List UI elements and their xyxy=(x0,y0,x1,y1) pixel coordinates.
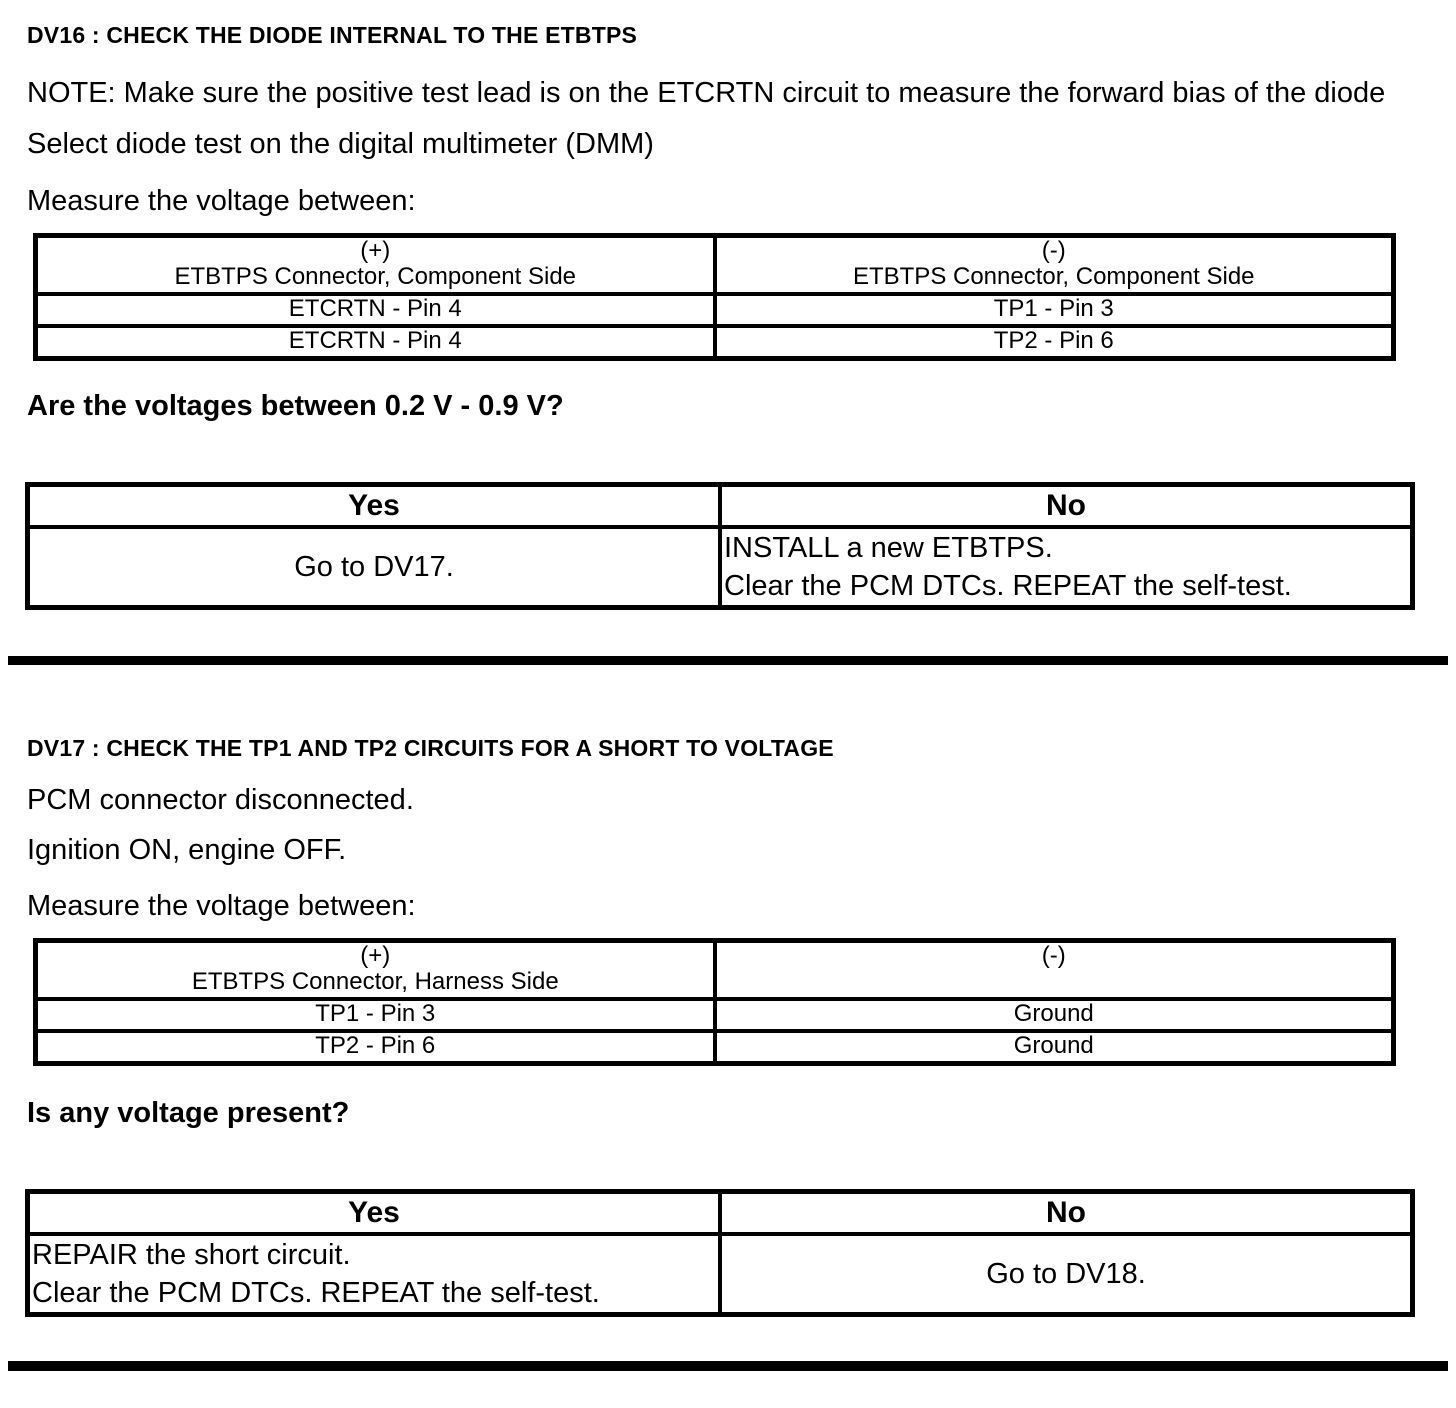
action-line: Go to DV18. xyxy=(986,1258,1146,1290)
table-row xyxy=(36,294,1394,326)
ground-cell: Ground xyxy=(715,999,1394,1031)
pin-cell: TP1 - Pin 3 xyxy=(36,999,715,1031)
action-line: Clear the PCM DTCs. REPEAT the self-test. xyxy=(32,1277,600,1309)
dv16-instruction-select-diode-test: Select diode test on the digital multimeter (DMM) xyxy=(27,128,654,160)
polarity-sign: (+) xyxy=(360,237,391,264)
decision-body-row xyxy=(28,1234,1413,1315)
negative-lead-header-cell xyxy=(715,941,1394,1000)
ground-cell: Ground xyxy=(715,1031,1394,1064)
decision-header-row xyxy=(28,485,1413,528)
dv16-heading: DV16 : CHECK THE DIODE INTERNAL TO THE ETBTPS xyxy=(27,22,638,48)
dv17-measurement-table xyxy=(33,938,1396,1066)
positive-lead-header-cell xyxy=(36,941,715,1000)
yes-header-cell: Yes xyxy=(28,1192,721,1235)
dv16-instruction-measure-voltage: Measure the voltage between: xyxy=(27,185,416,217)
section-dv17 xyxy=(27,735,1428,1317)
no-header-cell: No xyxy=(720,1192,1413,1235)
table-header-row xyxy=(36,236,1394,295)
table-row xyxy=(36,326,1394,359)
action-line: Clear the PCM DTCs. REPEAT the self-test. xyxy=(724,570,1292,602)
dv16-question: Are the voltages between 0.2 V - 0.9 V? xyxy=(27,390,564,422)
pin-cell: ETCRTN - Pin 4 xyxy=(36,326,715,359)
polarity-sign: (+) xyxy=(360,942,391,969)
table-row xyxy=(36,1031,1394,1064)
yes-header-cell: Yes xyxy=(28,485,721,528)
positive-lead-header-cell xyxy=(36,236,715,295)
dv17-instruction-pcm-disconnected: PCM connector disconnected. xyxy=(27,784,414,816)
dv16-measurement-table xyxy=(33,233,1396,361)
dv17-question: Is any voltage present? xyxy=(27,1097,350,1129)
decision-header-row xyxy=(28,1192,1413,1235)
dv17-heading: DV17 : CHECK THE TP1 AND TP2 CIRCUITS FOR A SHORT TO VOLTAGE xyxy=(27,735,834,761)
negative-lead-header-cell xyxy=(715,236,1394,295)
connector-label: ETBTPS Connector, Component Side xyxy=(852,263,1255,290)
dv16-note: NOTE: Make sure the positive test lead is on the ETCRTN circuit to measure the forward bias of the diode xyxy=(27,77,1386,109)
page-bottom-divider xyxy=(8,1361,1448,1371)
polarity-sign: (-) xyxy=(1041,942,1066,969)
pin-cell: TP2 - Pin 6 xyxy=(36,1031,715,1064)
section-divider xyxy=(8,656,1448,665)
table-header-row xyxy=(36,941,1394,1000)
polarity-sign: (-) xyxy=(1041,237,1066,264)
action-line: Go to DV17. xyxy=(294,551,454,583)
decision-body-row xyxy=(28,527,1413,608)
connector-label: ETBTPS Connector, Component Side xyxy=(174,263,577,290)
no-action-cell xyxy=(720,1234,1413,1315)
dv16-decision-table xyxy=(25,482,1415,610)
dv17-decision-table xyxy=(25,1189,1415,1317)
no-action-cell xyxy=(720,527,1413,608)
action-line: REPAIR the short circuit. xyxy=(32,1239,351,1271)
pin-cell: TP2 - Pin 6 xyxy=(715,326,1394,359)
no-header-cell: No xyxy=(720,485,1413,528)
yes-action-cell xyxy=(28,1234,721,1315)
action-line: INSTALL a new ETBTPS. xyxy=(724,532,1053,564)
connector-label: ETBTPS Connector, Harness Side xyxy=(191,968,559,995)
table-row xyxy=(36,999,1394,1031)
dv17-instruction-ignition-on: Ignition ON, engine OFF. xyxy=(27,834,347,866)
pin-cell: TP1 - Pin 3 xyxy=(715,294,1394,326)
pin-cell: ETCRTN - Pin 4 xyxy=(36,294,715,326)
yes-action-cell xyxy=(28,527,721,608)
section-dv16 xyxy=(27,22,1428,610)
dv17-instruction-measure-voltage: Measure the voltage between: xyxy=(27,890,416,922)
